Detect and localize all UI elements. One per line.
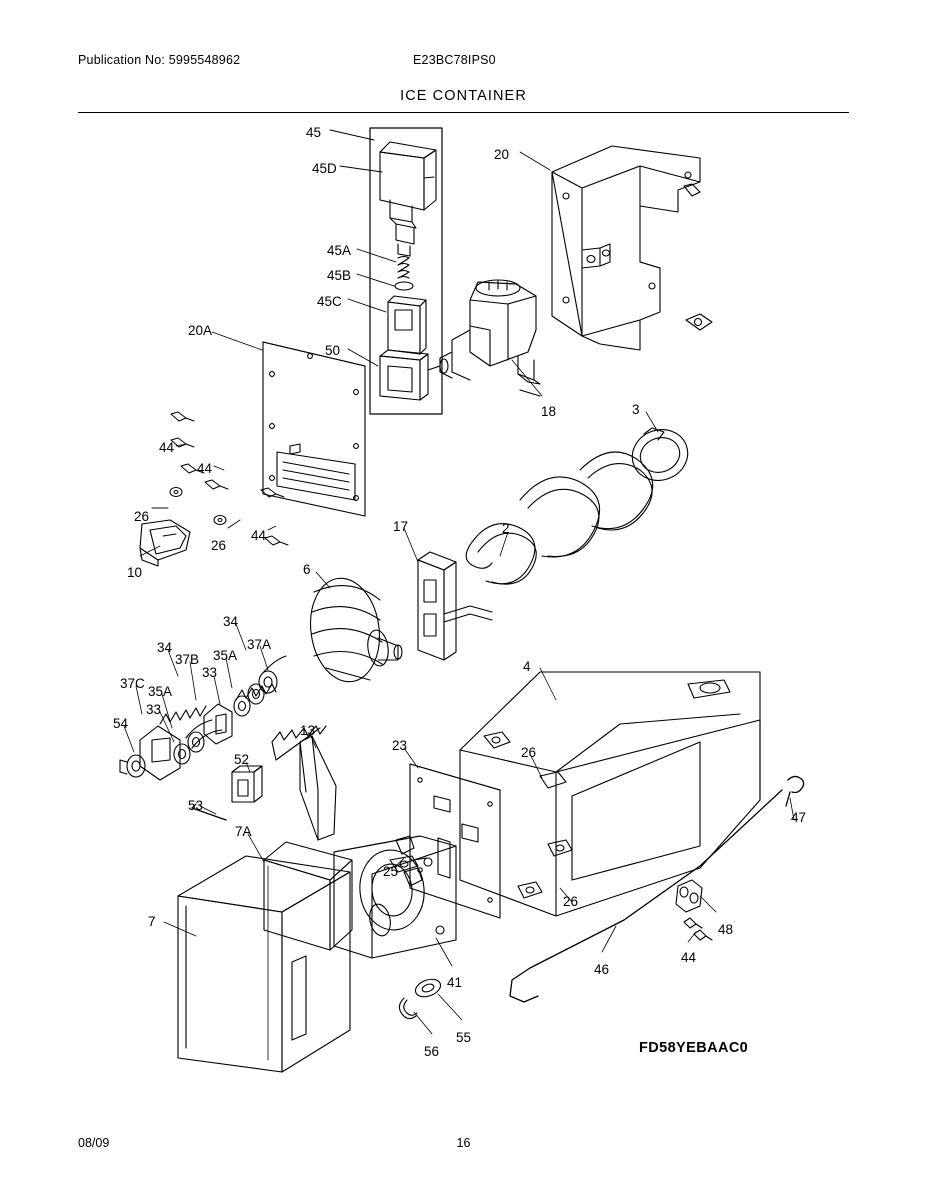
callout-7a: 7A	[235, 824, 252, 839]
callout-33-a: 33	[202, 665, 218, 680]
callout-10: 10	[127, 565, 143, 580]
callout-54: 54	[113, 716, 129, 731]
callout-47: 47	[791, 810, 807, 825]
callout-45c: 45C	[317, 294, 342, 309]
callout-20: 20	[494, 147, 510, 162]
callout-52: 52	[234, 752, 250, 767]
footer-date: 08/09	[78, 1136, 110, 1150]
callout-18: 18	[541, 404, 557, 419]
callout-37c: 37C	[120, 676, 145, 691]
callout-20a: 20A	[188, 323, 213, 338]
callout-35a-b: 35A	[148, 684, 173, 699]
callout-45a: 45A	[327, 243, 352, 258]
callout-7: 7	[148, 914, 156, 929]
callout-45: 45	[306, 125, 322, 140]
callout-17: 17	[393, 519, 409, 534]
callout-26-b: 26	[211, 538, 227, 553]
callout-34-a: 34	[223, 614, 239, 629]
callout-26-d: 26	[563, 894, 579, 909]
callout-45d: 45D	[312, 161, 337, 176]
callout-6: 6	[303, 562, 311, 577]
callout-35a-a: 35A	[213, 648, 238, 663]
callout-48: 48	[718, 922, 734, 937]
footer-page-number: 16	[456, 1136, 471, 1150]
callout-41: 41	[447, 975, 463, 990]
callout-46: 46	[594, 962, 610, 977]
callout-2: 2	[502, 521, 510, 536]
callout-34-b: 34	[157, 640, 173, 655]
callout-26-a: 26	[134, 509, 150, 524]
callout-33-b: 33	[146, 702, 162, 717]
publication-number: Publication No: 5995548962	[78, 53, 241, 67]
callout-44-d: 44	[681, 950, 697, 965]
callout-55: 55	[456, 1030, 472, 1045]
callout-44-b: 44	[197, 461, 213, 476]
model-number: E23BC78IPS0	[413, 53, 496, 67]
callout-56: 56	[424, 1044, 440, 1059]
callout-3: 3	[632, 402, 640, 417]
callout-37b: 37B	[175, 652, 200, 667]
callout-53: 53	[188, 798, 204, 813]
callout-37a: 37A	[247, 637, 272, 652]
callout-44-c: 44	[251, 528, 267, 543]
callout-13: 13	[300, 723, 316, 738]
callout-23: 23	[392, 738, 408, 753]
page-title: ICE CONTAINER	[400, 88, 527, 104]
callout-26-c: 26	[521, 745, 537, 760]
callout-50: 50	[325, 343, 341, 358]
callout-45b: 45B	[327, 268, 352, 283]
callout-4: 4	[523, 659, 531, 674]
callout-25: 25	[383, 864, 399, 879]
diagram-code: FD58YEBAAC0	[639, 1040, 749, 1056]
callout-44-a: 44	[159, 440, 175, 455]
